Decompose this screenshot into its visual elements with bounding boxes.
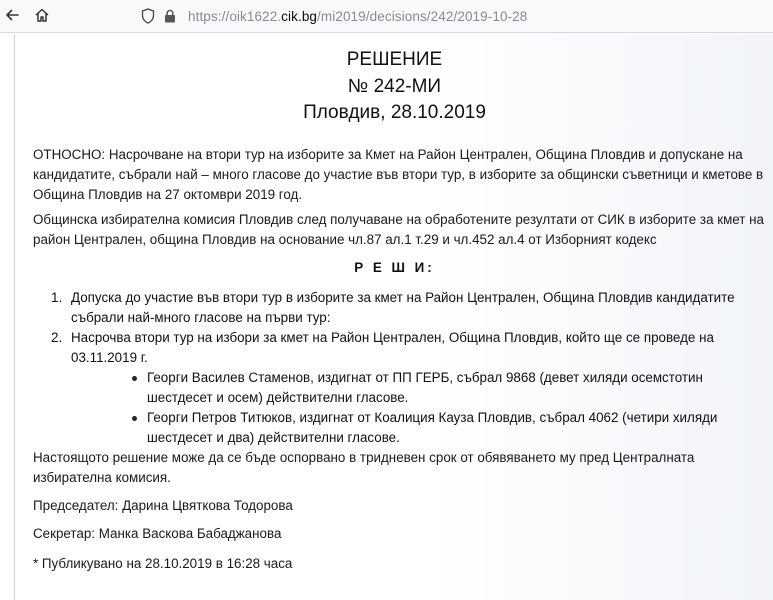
list-item-text: Насрочва втори тур на избори за кмет на Район Централен, Община Пловдив, който ще се проведе на 03.11.2019 г. bbox=[71, 330, 714, 365]
list-item-number: 1. bbox=[51, 290, 63, 305]
list-item-text: Допуска до участие във втори тур в изборите за кмет на Район Централен, Община Пловдив кандидатите събрали най-много гласове на първи тур: bbox=[71, 290, 735, 325]
tracking-shield-icon[interactable] bbox=[138, 6, 158, 26]
url-text[interactable]: https://oik1622.cik.bg/mi2019/decisions/242/2019-10-28 bbox=[188, 8, 528, 24]
candidate-list bbox=[71, 368, 768, 448]
secretary-line: Секретар: Манка Васкова Бабаджанова bbox=[33, 526, 282, 541]
candidate-text: Георги Петров Титюков, издигнат от Коалиция Кауза Пловдив, събрал 4062 (четири хиляди шестдесет и два) действителни гласове. bbox=[147, 410, 718, 445]
chairman-line: Председател: Дарина Цвяткова Тодорова bbox=[33, 498, 293, 513]
bullet-icon bbox=[132, 416, 137, 421]
bullet-icon bbox=[132, 376, 137, 381]
commission-paragraph: Общинска избирателна комисия Пловдив след получаване на обработените резултати от СИК в изборите за кмет на район Централен, община Пловдив на основание чл.87 ал.1 т.29 и чл.452 ал.4 от Изборният кодекс bbox=[33, 212, 765, 247]
list-item-number: 2. bbox=[51, 330, 63, 345]
lock-icon[interactable] bbox=[160, 6, 180, 26]
place-date: Пловдив, 28.10.2019 bbox=[303, 102, 486, 123]
home-button[interactable] bbox=[30, 5, 54, 29]
published-note: * Публикувано на 28.10.2019 в 16:28 часа bbox=[33, 556, 293, 571]
decision-number: № 242-МИ bbox=[347, 76, 442, 97]
address-bar[interactable] bbox=[138, 4, 773, 28]
subject-paragraph: ОТНОСНО: Насрочване на втори тур на изборите за Кмет на Район Централен, Община Пловдив и допускане на кандидатите, събрали най – много гласове до участие във втори тур, в изборите за общински съветници и кметове в Община Пловдив на 27 октомври 2019 год. bbox=[33, 147, 764, 202]
decides-heading: Р Е Ш И: bbox=[354, 260, 435, 275]
list-item bbox=[33, 328, 768, 448]
appeal-paragraph: Настоящото решение може да се бъде оспорвано в тридневен срок от обявяването му пред Централната избирателна комисия. bbox=[33, 450, 695, 485]
candidate-item bbox=[71, 368, 768, 408]
decision-list bbox=[33, 288, 768, 448]
list-item bbox=[33, 288, 768, 328]
candidate-text: Георги Василев Стаменов, издигнат от ПП ГЕРБ, събрал 9868 (девет хиляди осемстотин шестдесет и осем) действителни гласове. bbox=[147, 370, 703, 405]
home-icon bbox=[34, 7, 50, 28]
page-title: РЕШЕНИЕ bbox=[346, 49, 443, 70]
back-arrow-icon bbox=[4, 7, 20, 28]
browser-toolbar bbox=[0, 0, 773, 33]
candidate-item bbox=[71, 408, 768, 448]
document-page bbox=[14, 34, 773, 600]
back-button[interactable] bbox=[0, 5, 24, 29]
